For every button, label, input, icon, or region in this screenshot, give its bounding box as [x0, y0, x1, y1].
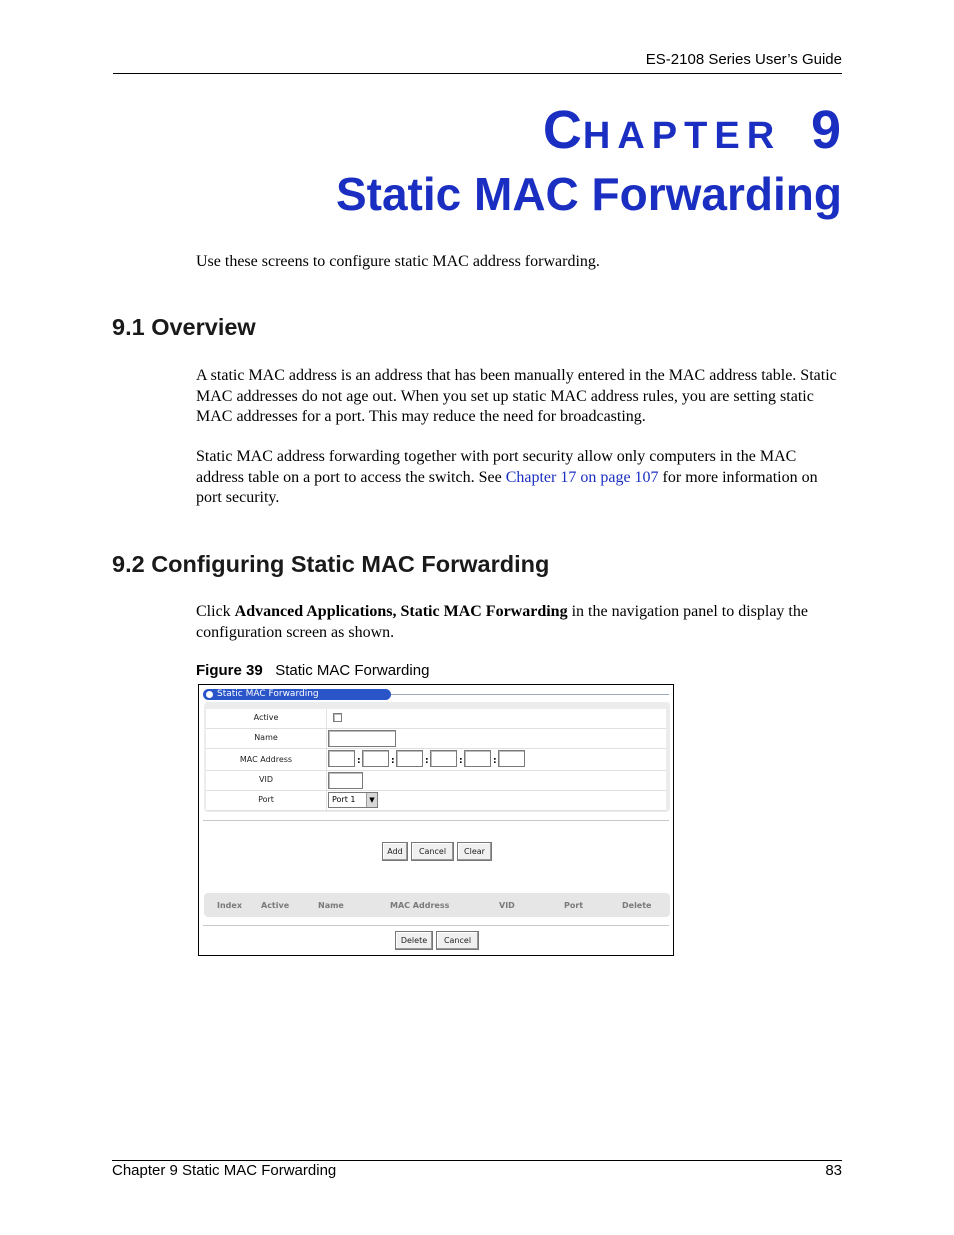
figure-screenshot: [198, 684, 674, 956]
chapter-label-rest: HAPTER: [582, 115, 782, 157]
vid-input[interactable]: [328, 772, 363, 789]
port-label: Port: [258, 795, 274, 804]
form-box: [204, 702, 670, 812]
chapter-label: [543, 100, 842, 166]
mac-octet-2-input[interactable]: [362, 750, 389, 767]
delete-button[interactable]: Delete: [395, 931, 433, 950]
running-header: ES-2108 Series User’s Guide: [645, 51, 842, 68]
cancel-button[interactable]: Cancel: [411, 842, 454, 861]
column-name: Name: [318, 901, 344, 910]
form-row-name: [206, 729, 666, 749]
mac-octet-4-input[interactable]: [430, 750, 457, 767]
form-divider: [203, 820, 669, 821]
chapter-label-initial: C: [542, 100, 583, 160]
name-input[interactable]: [328, 730, 396, 747]
chevron-down-icon[interactable]: ▼: [366, 793, 377, 807]
column-mac-address: MAC Address: [390, 901, 450, 910]
mac-octet-5-input[interactable]: [464, 750, 491, 767]
active-label: Active: [253, 713, 279, 722]
chapter-title: Static MAC Forwarding: [335, 168, 842, 220]
figure-caption: Figure 39 Static MAC Forwarding: [196, 662, 430, 679]
column-delete: Delete: [622, 901, 652, 910]
overview-paragraph-2: Static MAC address forwarding together with port security allow only computers in the MAC address table on a port to access the switch. See Chapter 17 on page 107 for more information on port security.: [196, 448, 818, 506]
mac-address-label: MAC Address: [239, 755, 293, 764]
footer-rule: [112, 1160, 842, 1161]
mac-octet-3-input[interactable]: [396, 750, 423, 767]
name-label: Name: [254, 733, 278, 742]
add-button[interactable]: Add: [382, 842, 408, 861]
active-checkbox[interactable]: [333, 713, 342, 722]
form-row-port: [206, 791, 666, 811]
section-heading-configuring: 9.2 Configuring Static MAC Forwarding: [112, 551, 550, 577]
table-divider: [203, 925, 669, 926]
mac-octet-6-input[interactable]: [498, 750, 525, 767]
cancel-delete-button[interactable]: Cancel: [436, 931, 479, 950]
column-active: Active: [261, 901, 290, 910]
overview-paragraph-1: A static MAC address is an address that has been manually entered in the MAC address table. Static MAC addresses do not age out. When you set up static MAC address rules, you are setting static MAC addresses for a port. This may reduce the need for broadcasting.: [196, 367, 837, 425]
intro-paragraph: Use these screens to configure static MAC address forwarding.: [196, 253, 600, 270]
page-number: 83: [825, 1162, 842, 1179]
form-row-mac-address: MAC Address : : : : :: [206, 749, 666, 771]
footer-chapter-title: Chapter 9 Static MAC Forwarding: [112, 1162, 337, 1179]
configuring-paragraph: Click Advanced Applications, Static MAC Forwarding in the navigation panel to display the configuration screen as shown.: [196, 603, 808, 641]
chapter-number: 9: [810, 100, 842, 160]
panel-title-tab: Static MAC Forwarding: [203, 689, 391, 700]
port-select[interactable]: [328, 792, 378, 808]
column-index: Index: [217, 901, 242, 910]
section-heading-overview: 9.1 Overview: [112, 314, 256, 340]
column-vid: VID: [499, 901, 515, 910]
mac-octet-1-input[interactable]: [328, 750, 355, 767]
port-select-value: Port 1: [332, 795, 356, 804]
chapter-17-link[interactable]: Chapter 17 on page 107: [505, 468, 659, 486]
form-row-vid: [206, 771, 666, 791]
header-rule: [113, 73, 842, 74]
vid-label: VID: [259, 775, 273, 784]
column-port: Port: [564, 901, 584, 910]
clear-button[interactable]: Clear: [457, 842, 492, 861]
panel-bullet-icon: [206, 691, 213, 698]
table-header: [204, 893, 670, 917]
form-row-active: [206, 709, 666, 729]
